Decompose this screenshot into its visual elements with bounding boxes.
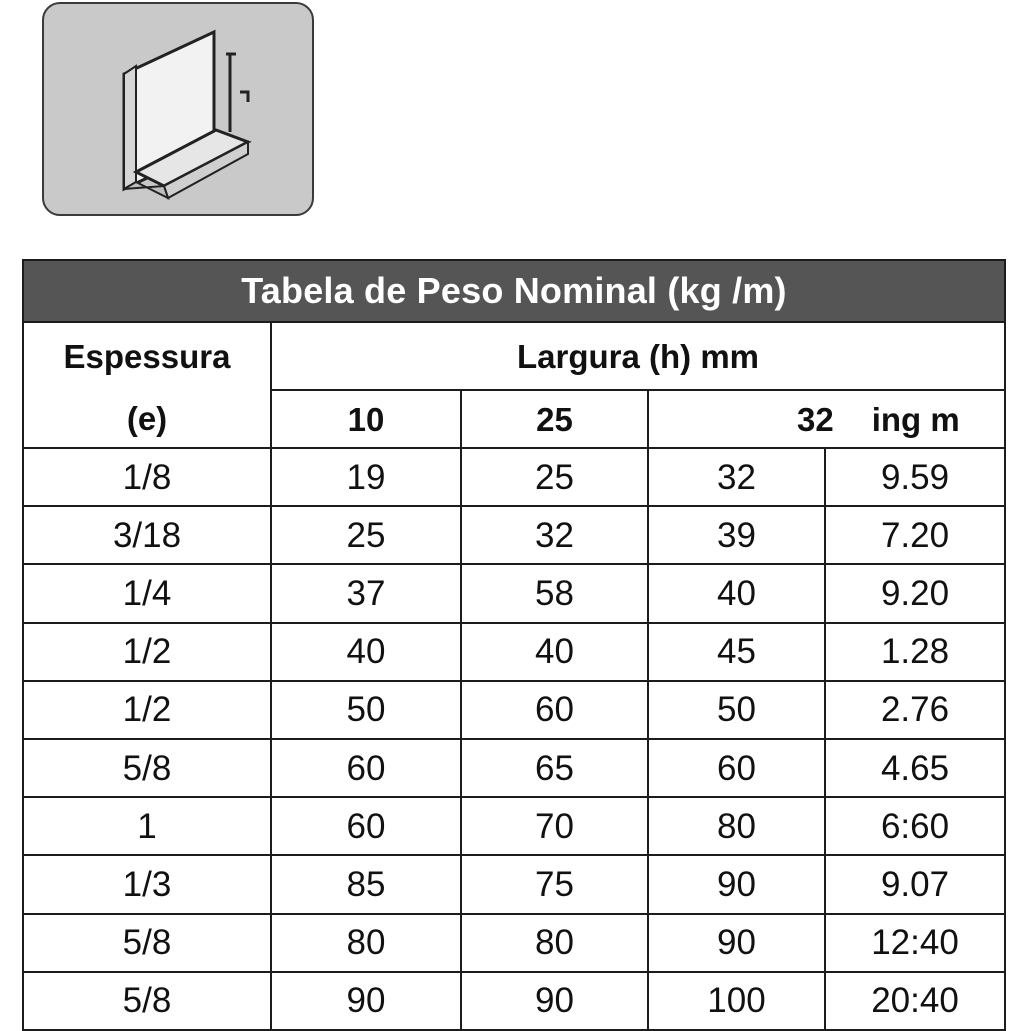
weight-cell: 7.20	[825, 506, 1005, 564]
width-header: Largura (h) mm	[271, 322, 1005, 390]
table-title: Tabela de Peso Nominal (kg /m)	[23, 260, 1005, 322]
thickness-cell: 5/8	[23, 739, 271, 797]
table-row	[23, 681, 1005, 739]
table-row	[23, 564, 1005, 622]
table-row	[23, 506, 1005, 564]
thickness-cell: 5/8	[23, 914, 271, 972]
width-10-cell: 25	[271, 506, 461, 564]
weight-cell: 9.07	[825, 855, 1005, 913]
thickness-header-unit: (e)	[23, 390, 271, 448]
weight-cell: 1.28	[825, 623, 1005, 681]
thickness-cell: 1/2	[23, 681, 271, 739]
weight-cell: 9.59	[825, 448, 1005, 506]
width-25-cell: 32	[461, 506, 648, 564]
width-25-cell: 40	[461, 623, 648, 681]
table-row	[23, 739, 1005, 797]
width-unit-header-cell	[648, 390, 1005, 448]
thickness-cell: 5/8	[23, 972, 271, 1030]
profile-icon-card	[42, 2, 314, 216]
width-10-cell: 37	[271, 564, 461, 622]
width-32-cell: 39	[648, 506, 825, 564]
weight-cell: 4.65	[825, 739, 1005, 797]
width-32-cell: 60	[648, 739, 825, 797]
thickness-cell: 1/8	[23, 448, 271, 506]
table-row	[23, 855, 1005, 913]
weight-table	[22, 259, 1006, 1031]
width-32-cell: 45	[648, 623, 825, 681]
weight-cell: 6:60	[825, 797, 1005, 855]
thickness-header: Espessura	[23, 322, 271, 390]
width-10-cell: 85	[271, 855, 461, 913]
width-10-cell: 60	[271, 739, 461, 797]
width-column-header: 25	[461, 390, 648, 448]
table-body	[23, 448, 1005, 1030]
weight-cell: 9.20	[825, 564, 1005, 622]
width-25-cell: 25	[461, 448, 648, 506]
weight-cell: 2.76	[825, 681, 1005, 739]
width-25-cell: 90	[461, 972, 648, 1030]
width-25-cell: 70	[461, 797, 648, 855]
table-row	[23, 914, 1005, 972]
width-10-cell: 19	[271, 448, 461, 506]
table-row	[23, 448, 1005, 506]
unit-header: ing m	[871, 400, 960, 438]
width-32-cell: 80	[648, 797, 825, 855]
width-32-cell: 90	[648, 855, 825, 913]
angle-profile-icon	[44, 4, 316, 218]
width-32-cell: 90	[648, 914, 825, 972]
width-32-cell: 32	[648, 448, 825, 506]
table-row	[23, 623, 1005, 681]
table-row	[23, 972, 1005, 1030]
width-column-header: 10	[271, 390, 461, 448]
weight-cell: 12:40	[825, 914, 1005, 972]
width-10-cell: 60	[271, 797, 461, 855]
width-25-cell: 75	[461, 855, 648, 913]
width-10-cell: 50	[271, 681, 461, 739]
table-row	[23, 797, 1005, 855]
thickness-cell: 1/2	[23, 623, 271, 681]
thickness-cell: 3/18	[23, 506, 271, 564]
width-25-cell: 60	[461, 681, 648, 739]
width-10-cell: 90	[271, 972, 461, 1030]
weight-cell: 20:40	[825, 972, 1005, 1030]
width-column-header: 32	[797, 400, 834, 438]
thickness-cell: 1/4	[23, 564, 271, 622]
width-25-cell: 65	[461, 739, 648, 797]
thickness-cell: 1	[23, 797, 271, 855]
width-10-cell: 40	[271, 623, 461, 681]
width-25-cell: 58	[461, 564, 648, 622]
thickness-cell: 1/3	[23, 855, 271, 913]
width-32-cell: 40	[648, 564, 825, 622]
width-10-cell: 80	[271, 914, 461, 972]
width-32-cell: 50	[648, 681, 825, 739]
width-32-cell: 100	[648, 972, 825, 1030]
width-25-cell: 80	[461, 914, 648, 972]
